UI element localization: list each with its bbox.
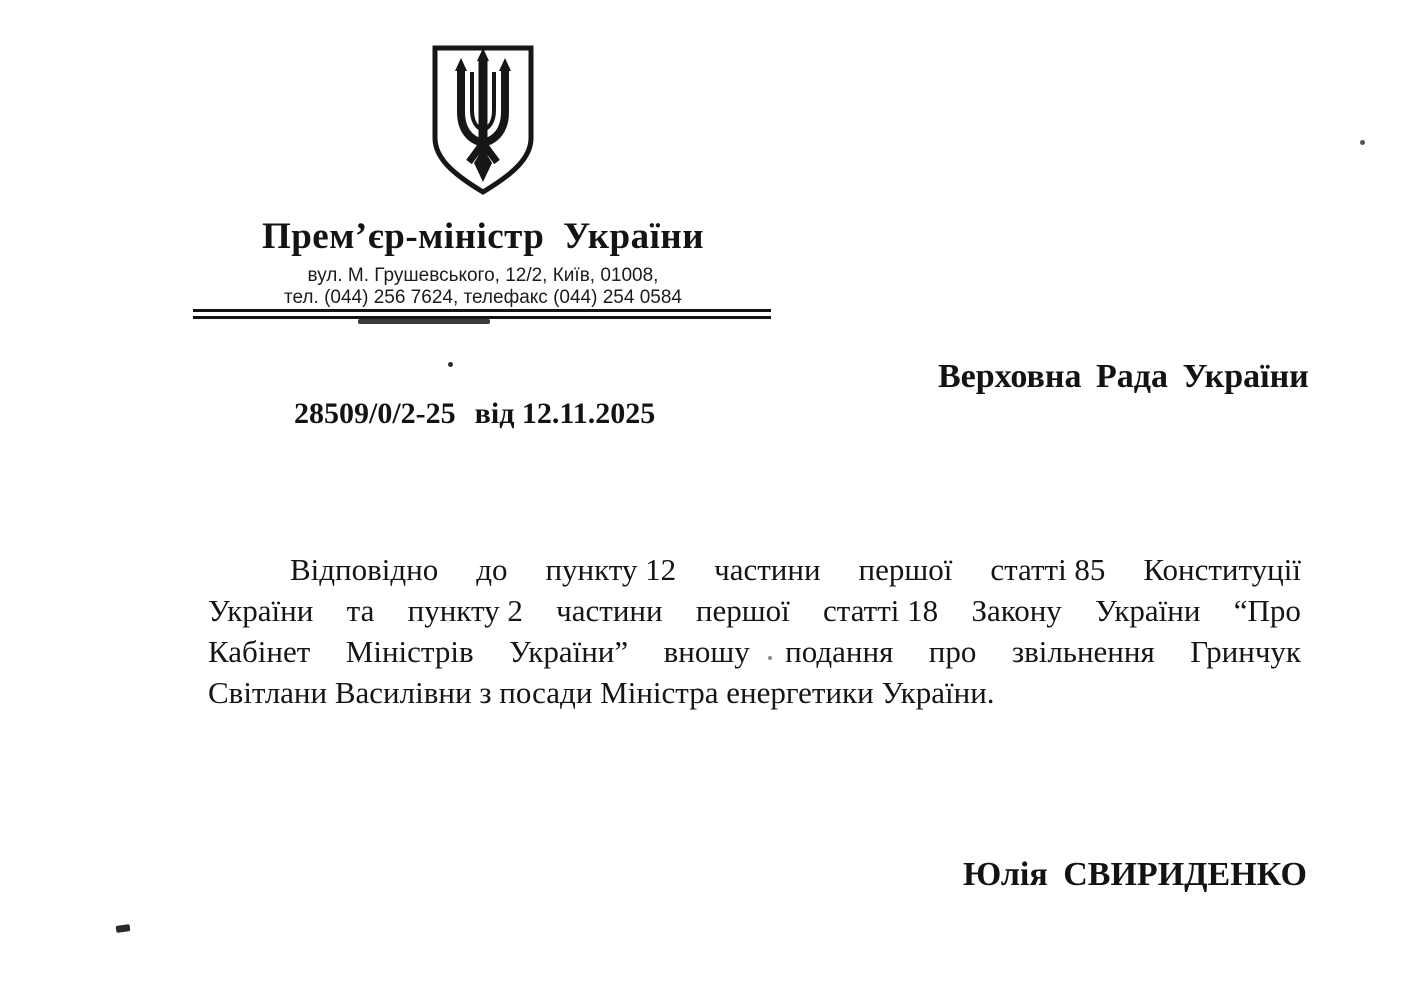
body-word: Міністрів	[345, 634, 474, 669]
scan-artifact	[358, 319, 490, 324]
trident-emblem-icon	[427, 44, 539, 196]
reference-date: від 12.11.2025	[474, 397, 656, 430]
body-word: пункту 2	[407, 593, 523, 628]
body-line	[208, 552, 1301, 593]
body-line	[208, 593, 1301, 634]
scan-artifact	[116, 924, 131, 933]
sender-address-line2: тел. (044) 256 7624, телефакс (044) 254 0584	[284, 287, 682, 308]
scan-artifact	[1360, 140, 1365, 145]
body-word: України”	[509, 634, 629, 669]
header-divider-top-line	[193, 309, 771, 312]
scan-artifact	[768, 656, 772, 660]
sender-title: Прем’єр-міністр України	[261, 216, 705, 257]
body-word: вношу	[663, 634, 750, 669]
body-word: статті 18	[823, 593, 939, 628]
body-word: звільнення	[1011, 634, 1155, 669]
body-word: до	[476, 552, 508, 587]
body-paragraph	[208, 552, 1301, 716]
reference-line	[294, 397, 655, 431]
scan-artifact	[448, 362, 453, 367]
body-word: частини	[556, 593, 663, 628]
sender-address	[0, 265, 966, 309]
body-word: України	[208, 593, 314, 628]
body-word: Кабінет	[208, 634, 311, 669]
body-word: першої	[695, 593, 790, 628]
body-word: Конституції	[1143, 552, 1301, 587]
body-word: пункту 12	[545, 552, 677, 587]
header-divider	[193, 309, 771, 319]
body-word: та	[346, 593, 375, 628]
reference-number: 28509/0/2-25	[294, 397, 456, 430]
body-word: про	[928, 634, 977, 669]
letterhead	[0, 44, 966, 309]
body-word: України	[1095, 593, 1201, 628]
sender-address-line1: вул. М. Грушевського, 12/2, Київ, 01008,	[307, 265, 659, 286]
body-word: статті 85	[990, 552, 1106, 587]
signature-name: Юлія СВИРИДЕНКО	[963, 856, 1307, 893]
body-word: подання	[785, 634, 894, 669]
body-word: Відповідно	[290, 552, 439, 587]
body-word: частини	[714, 552, 821, 587]
recipient-name: Верховна Рада України	[938, 358, 1309, 395]
body-line	[208, 634, 1301, 675]
body-word: першої	[858, 552, 953, 587]
body-word: Закону	[971, 593, 1062, 628]
body-word: Гринчук	[1190, 634, 1301, 669]
body-line: Світлани Василівни з посади Міністра енергетики України.	[208, 675, 995, 710]
body-word: “Про	[1233, 593, 1301, 628]
